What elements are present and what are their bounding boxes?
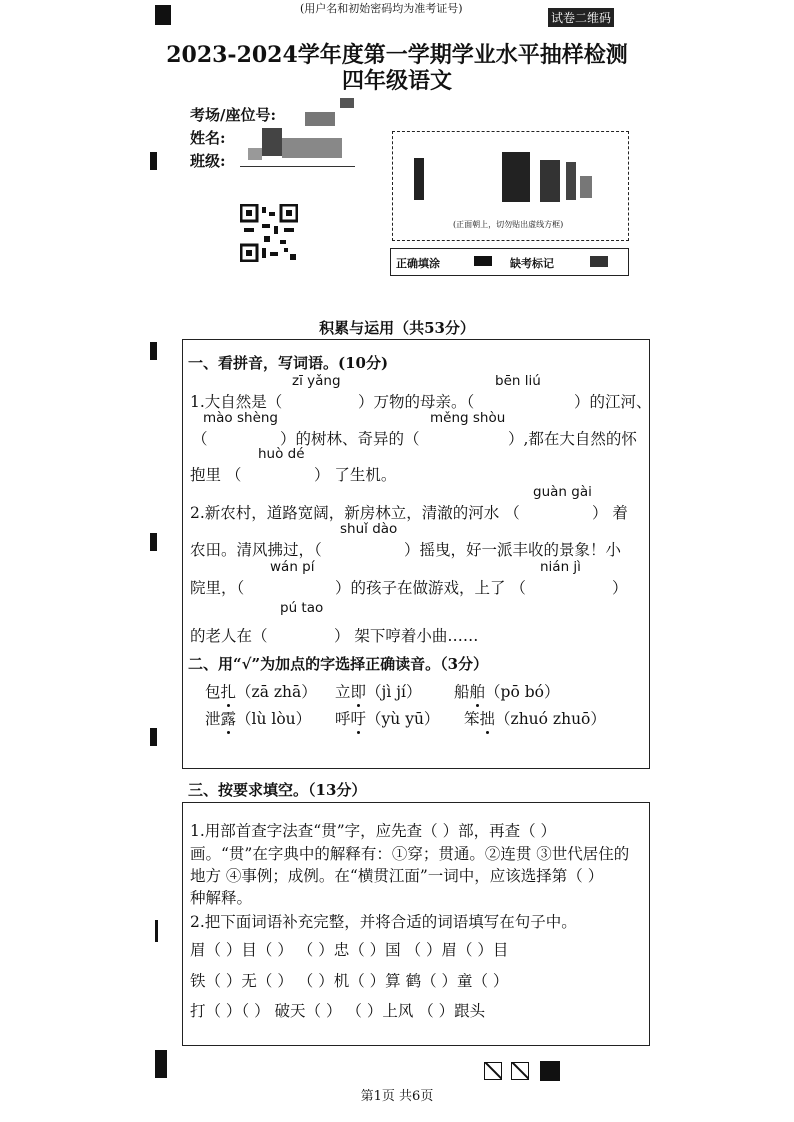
qr-code <box>240 204 298 262</box>
q1-line1-a: 1.大自然是（ <box>190 393 283 411</box>
timing-mark <box>155 920 158 942</box>
filled-box-mark <box>540 1061 560 1081</box>
redacted-barcode <box>540 160 560 202</box>
q1-line1-b: ）万物的母亲。（ <box>358 393 475 411</box>
q2-line3-c: ） <box>612 579 628 597</box>
s3-q1-line3: 地方 ④事例；成例。在“横贯江面”一词中，应该选择第（ ） <box>190 867 604 885</box>
idiom-row: 打（ ）（ ） 破天（ ） （ ）上风 （ ）跟头 <box>190 1002 486 1020</box>
corner-code: 试卷二维码 <box>548 8 614 27</box>
reading-item: 船舶（pō bó） <box>454 683 560 701</box>
correct-fill-label: 正确填涂 <box>396 257 440 270</box>
s3-q1-line4: 种解释。 <box>190 889 253 907</box>
name-label: 姓名: <box>190 129 226 147</box>
slash-box-mark <box>484 1062 502 1080</box>
reading-item: 包扎（zā zhā） <box>205 683 317 701</box>
pinyin: huò dé <box>258 446 305 462</box>
q2-line4-a: 的老人在（ <box>190 627 268 645</box>
pinyin: mào shèng <box>203 410 278 426</box>
absent-mark-label: 缺考标记 <box>510 257 554 270</box>
s3-q2-line: 2.把下面词语补充完整，并将合适的词语填写在句子中。 <box>190 913 577 931</box>
pinyin: guàn gài <box>533 484 592 500</box>
redacted-barcode <box>502 152 530 202</box>
page-subtitle: 四年级语文 <box>341 68 452 94</box>
barcode-note: (正面朝上，切勿贴出虚线方框) <box>453 220 564 229</box>
redacted-block <box>282 138 342 158</box>
pinyin: bēn liú <box>495 373 541 389</box>
timing-mark <box>150 342 157 360</box>
timing-mark <box>150 152 157 170</box>
pinyin: měng shòu <box>430 410 506 426</box>
s3-q1-line1: 1.用部首查字法查“贯”字，应先查（ ）部，再查（ ） <box>190 822 556 840</box>
section-1-title: 一、看拼音，写词语。(10分) <box>188 354 389 372</box>
q1-line1-c: ）的江河、 <box>574 393 652 411</box>
pinyin: pú tao <box>280 600 324 616</box>
pinyin: zī yǎng <box>292 373 341 389</box>
q1-line2-b: ）的树林、奇异的（ <box>280 430 420 448</box>
q2-line1-b: ） 着 <box>592 504 628 522</box>
page-title: 2023-2024学年度第一学期学业水平抽样检测 <box>166 42 628 68</box>
q2-line4-b: ） 架下哼着小曲…… <box>334 627 479 645</box>
exam-seat-label: 考场/座位号: <box>190 106 277 124</box>
redacted-barcode <box>414 158 424 200</box>
redacted-block <box>305 112 335 126</box>
absent-mark-checkbox[interactable] <box>590 256 608 267</box>
timing-mark <box>150 533 157 551</box>
q2-line1-a: 2.新农村，道路宽阔，新房林立，清澈的河水 （ <box>190 504 520 522</box>
reading-item: 呼吁（yù yū） <box>335 710 440 728</box>
class-underline <box>240 166 355 167</box>
class-label: 班级: <box>190 152 226 170</box>
q2-line2-b: ）摇曳，好一派丰收的景象！小 <box>404 541 622 559</box>
timing-mark <box>150 728 157 746</box>
slash-box-mark <box>511 1062 529 1080</box>
idiom-row: 眉（ ）目（ ） （ ）忠（ ）国 （ ）眉（ ）目 <box>190 941 509 959</box>
q1-line3-a: 抱里 （ <box>190 466 242 484</box>
reading-item: 泄露（lù lòu） <box>205 710 312 728</box>
registration-mark-bottom-left <box>155 1050 167 1078</box>
registration-mark-top-left <box>155 5 171 25</box>
page-number: 第1页 共6页 <box>360 1089 434 1104</box>
redacted-barcode <box>566 162 576 200</box>
pinyin: wán pí <box>270 559 315 575</box>
redacted-barcode <box>580 176 592 198</box>
reading-item: 笨拙（zhuó zhuō） <box>464 710 606 728</box>
q2-line3-b: ）的孩子在做游戏，上了 （ <box>335 579 526 597</box>
section-2-title: 二、用“√”为加点的字选择正确读音。（3分） <box>188 655 489 673</box>
q1-line2-c: ）,都在大自然的怀 <box>508 430 637 448</box>
pinyin: shuǐ dào <box>340 521 398 537</box>
section-3-title: 三、按要求填空。（13分） <box>188 781 367 799</box>
redacted-block <box>262 128 282 156</box>
q2-line2-a: 农田。清风拂过，（ <box>190 541 322 559</box>
top-note: (用户名和初始密码均为准考证号) <box>300 2 463 15</box>
q1-line2-a: （ <box>192 430 208 448</box>
pinyin: nián jì <box>540 559 581 575</box>
q2-line3-a: 院里，（ <box>190 579 245 597</box>
s3-q1-line2: 画。“贯”在字典中的解释有：①穿；贯通。②连贯 ③世代居住的 <box>190 845 630 863</box>
correct-fill-sample <box>474 256 492 266</box>
reading-item: 立即（jì jí） <box>335 683 422 701</box>
q1-line3-b: ） 了生机。 <box>314 466 397 484</box>
idiom-row: 铁（ ）无（ ） （ ）机（ ）算 鹤（ ）童（ ） <box>190 972 509 990</box>
redacted-block <box>340 98 354 108</box>
redacted-block <box>248 148 262 160</box>
part-title: 积累与运用（共53分） <box>319 319 475 337</box>
